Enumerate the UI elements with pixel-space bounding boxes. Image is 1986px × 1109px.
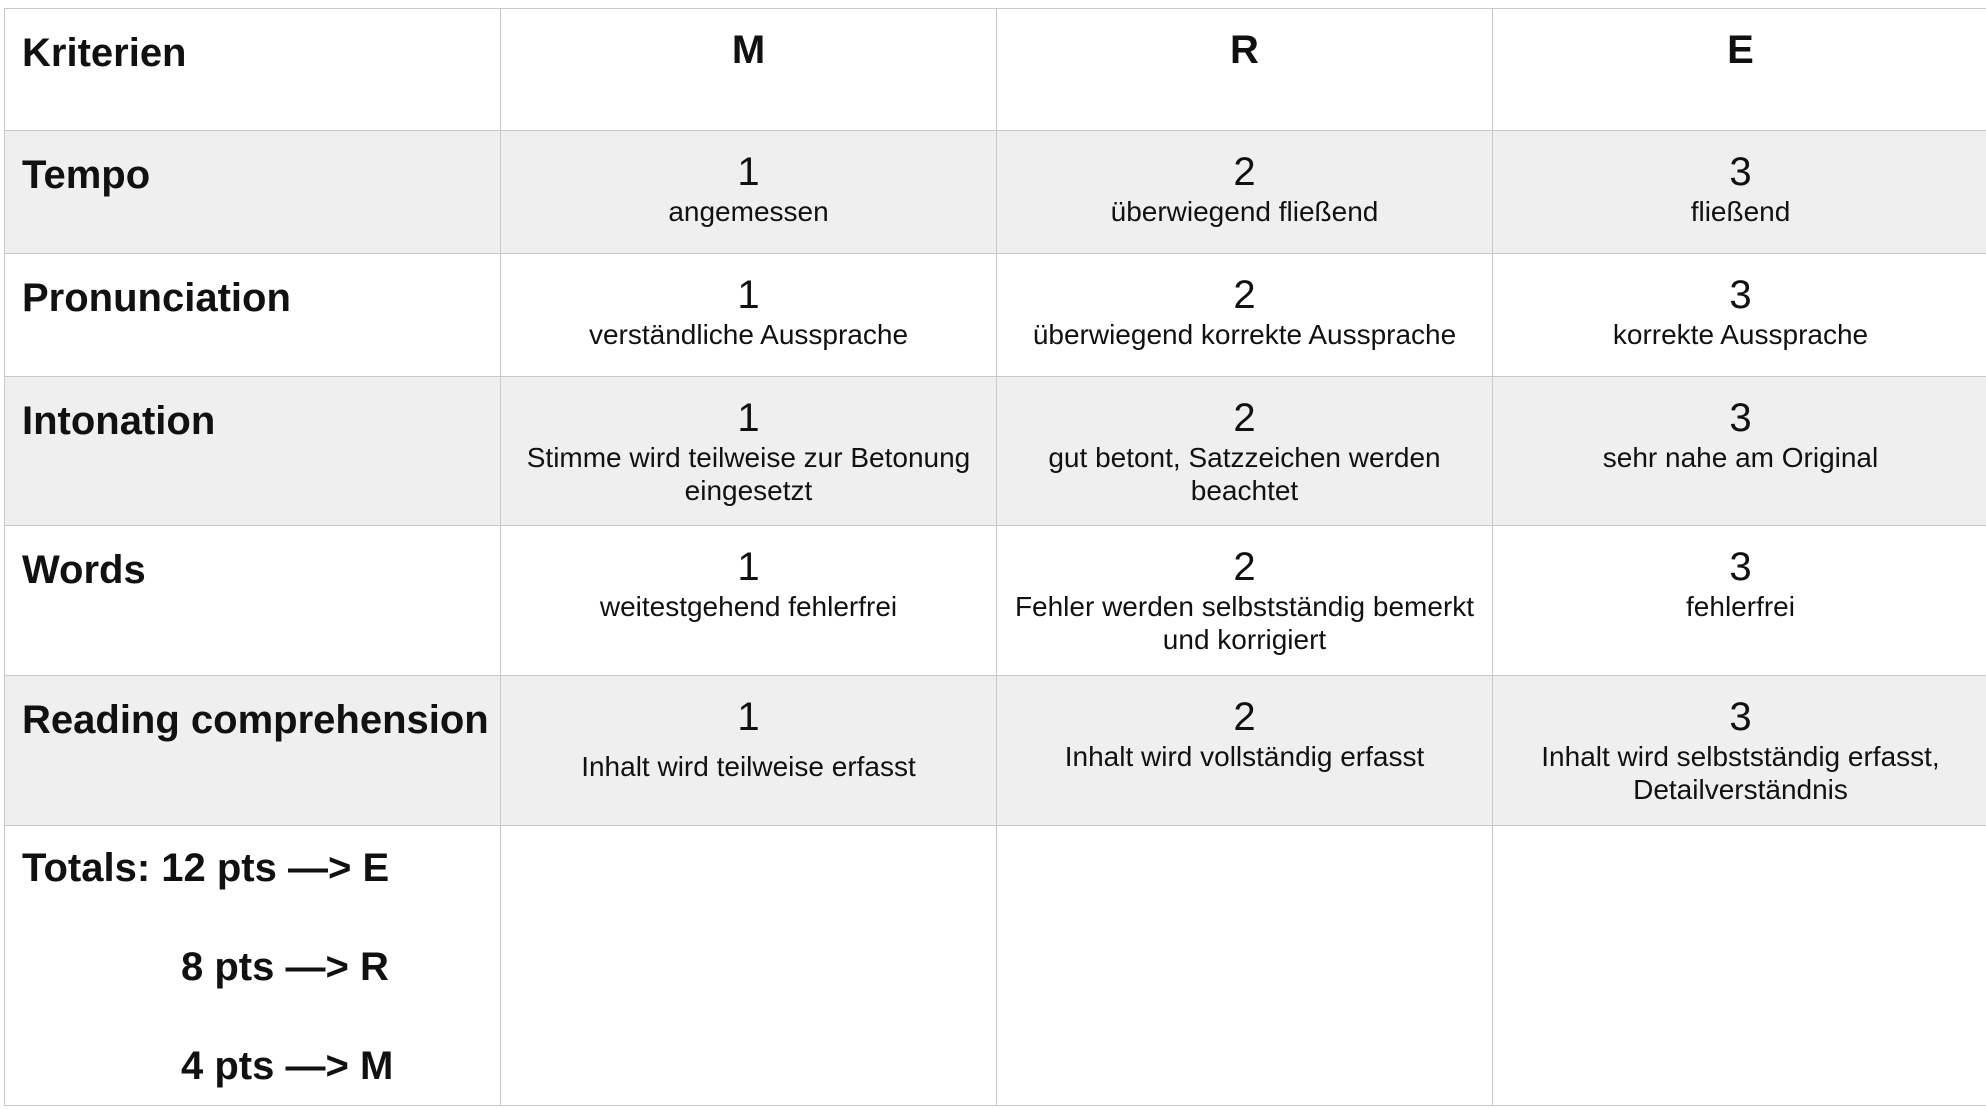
score-number: 2 <box>1233 695 1256 739</box>
score-number: 3 <box>1729 273 1752 317</box>
score-cell <box>501 676 997 826</box>
empty-cell <box>997 826 1493 1106</box>
criterion-tempo: Tempo <box>5 131 501 254</box>
score-cell <box>997 254 1493 377</box>
score-number: 1 <box>737 396 760 440</box>
score-number: 3 <box>1729 150 1752 194</box>
header-criteria: Kriterien <box>5 8 501 131</box>
score-description: verständliche Aussprache <box>588 319 909 350</box>
score-cell <box>1493 131 1986 254</box>
score-cell <box>1493 254 1986 377</box>
score-cell <box>997 526 1493 676</box>
totals-line-r: 8 pts —> R <box>181 945 389 989</box>
score-cell <box>501 254 997 377</box>
score-cell <box>501 131 997 254</box>
totals-cell <box>5 826 501 1106</box>
score-cell <box>1493 676 1986 826</box>
score-number: 2 <box>1233 150 1256 194</box>
score-number: 1 <box>737 150 760 194</box>
header-level-r: R <box>997 8 1493 131</box>
rubric-table <box>4 8 1986 1106</box>
criterion-words: Words <box>5 526 501 676</box>
score-cell <box>997 676 1493 826</box>
totals-line-e: Totals: 12 pts —> E <box>22 846 390 890</box>
score-description: Inhalt wird selbstständig erfasst, Detailverständnis <box>1541 741 1940 805</box>
criterion-reading-comprehension: Reading comprehension <box>5 676 501 826</box>
score-description: Fehler werden selbstständig bemerkt und korrigiert <box>1014 591 1475 655</box>
totals-line-m: 4 pts —> M <box>181 1044 394 1088</box>
score-number: 2 <box>1233 545 1256 589</box>
criterion-pronunciation: Pronunciation <box>5 254 501 377</box>
score-cell <box>501 377 997 526</box>
score-cell <box>501 526 997 676</box>
score-description: Inhalt wird teilweise erfasst <box>581 751 916 782</box>
score-description: korrekte Aussprache <box>1612 319 1869 350</box>
score-number: 1 <box>737 545 760 589</box>
score-number: 3 <box>1729 695 1752 739</box>
score-number: 2 <box>1233 273 1256 317</box>
score-description: Stimme wird teilweise zur Betonung eingesetzt <box>526 442 971 506</box>
score-number: 3 <box>1729 396 1752 440</box>
score-number: 2 <box>1233 396 1256 440</box>
score-description: fließend <box>1690 196 1791 227</box>
score-number: 1 <box>737 273 760 317</box>
score-cell <box>997 131 1493 254</box>
score-description: Inhalt wird vollständig erfasst <box>1064 741 1425 772</box>
score-number: 1 <box>737 695 760 739</box>
score-cell <box>1493 526 1986 676</box>
empty-cell <box>1493 826 1986 1106</box>
header-level-m: M <box>501 8 997 131</box>
header-level-e: E <box>1493 8 1986 131</box>
score-description: sehr nahe am Original <box>1602 442 1879 473</box>
score-number: 3 <box>1729 545 1752 589</box>
score-description: weitestgehend fehlerfrei <box>599 591 898 622</box>
score-description: gut betont, Satzzeichen werden beachtet <box>1048 442 1441 506</box>
empty-cell <box>501 826 997 1106</box>
score-description: überwiegend fließend <box>1110 196 1379 227</box>
score-cell <box>997 377 1493 526</box>
score-description: angemessen <box>668 196 829 227</box>
score-description: überwiegend korrekte Aussprache <box>1032 319 1457 350</box>
criterion-intonation: Intonation <box>5 377 501 526</box>
score-description: fehlerfrei <box>1686 591 1795 622</box>
score-cell <box>1493 377 1986 526</box>
